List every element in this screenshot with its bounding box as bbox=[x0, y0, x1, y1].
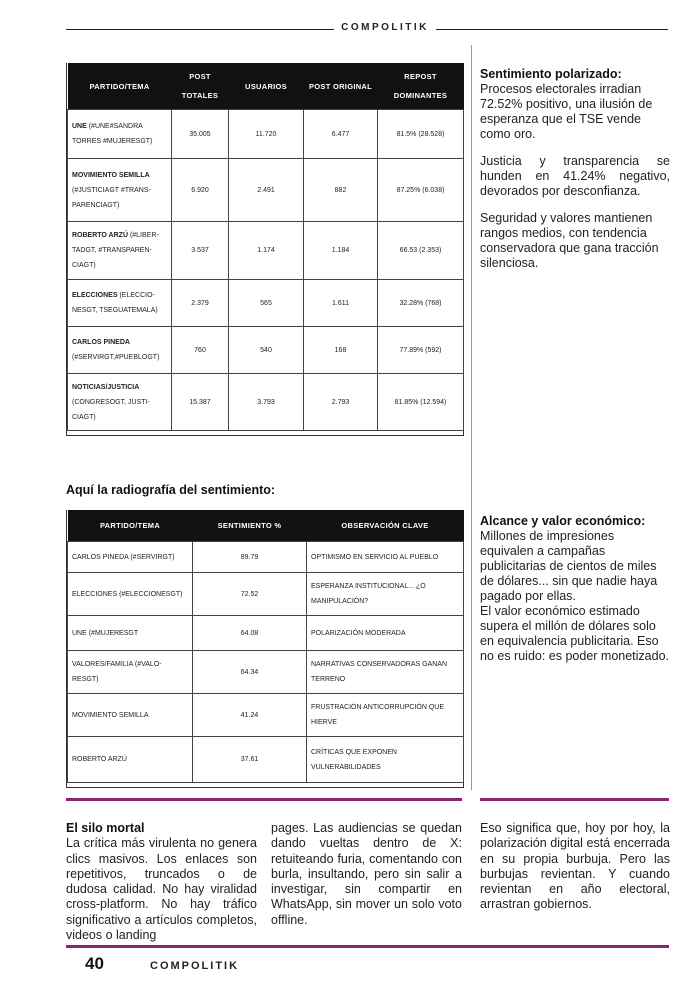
stats-table-box bbox=[66, 63, 464, 436]
paragraph: Justicia y transparencia se hunden en 41.24% negativo, devorados por desconfianza. bbox=[480, 154, 670, 198]
cell-partido: VALORES/FAMILIA (#VALO-RESGT) bbox=[68, 651, 193, 694]
cell-partido: NOTICIAS/JUSTICIA (CONGRESOGT, JUSTI-CIAGT) bbox=[68, 374, 172, 431]
stats-table bbox=[67, 63, 464, 431]
table-row bbox=[68, 737, 464, 783]
sentiment-subtitle: Aquí la radiografía del sentimiento: bbox=[66, 483, 276, 497]
cell-sentimiento: 64.34 bbox=[193, 651, 307, 694]
cell-observacion: OPTIMISMO EN SERVICIO AL PUEBLO bbox=[307, 542, 464, 573]
header-observacion: OBSERVACIÓN CLAVE bbox=[307, 510, 464, 542]
cell-partido: UNE (#MUJERESGT bbox=[68, 616, 193, 651]
table-row bbox=[68, 222, 464, 280]
table-row bbox=[68, 327, 464, 374]
header-usuarios: USUARIOS bbox=[229, 63, 304, 110]
cell-usuarios: 1.174 bbox=[229, 222, 304, 280]
header-magazine-title: COMPOLITIK bbox=[341, 22, 429, 33]
audience-column bbox=[271, 821, 462, 928]
table-row bbox=[68, 616, 464, 651]
cell-partido: MOVIMIENTO SEMILLA bbox=[68, 694, 193, 737]
economic-value-section bbox=[480, 514, 670, 676]
header-sentimiento: SENTIMIENTO % bbox=[193, 510, 307, 542]
cell-observacion: NARRATIVAS CONSERVADORAS GANAN TERRENO bbox=[307, 651, 464, 694]
paragraph: Eso significa que, hoy por hoy, la polarización digital está encerrada en su propia burbuja. Pero las burbujas revientan. Y cuando revientan en año electoral, arrastran gobiernos. bbox=[480, 821, 670, 912]
cell-sentimiento: 41.24 bbox=[193, 694, 307, 737]
paragraph: Procesos electorales irradian 72.52% positivo, una ilusión de esperanza que el TSE vende como oro. bbox=[480, 82, 653, 141]
column-divider bbox=[471, 45, 472, 790]
cell-usuarios: 565 bbox=[229, 280, 304, 327]
accent-bar-left bbox=[66, 798, 462, 801]
cell-post-original: 2.793 bbox=[304, 374, 378, 431]
cell-repost: 81.5% (28.528) bbox=[378, 110, 464, 159]
table-row bbox=[68, 694, 464, 737]
sentiment-table-box bbox=[66, 510, 464, 788]
table-row bbox=[68, 374, 464, 431]
bubble-column bbox=[480, 821, 670, 913]
table-row bbox=[68, 159, 464, 222]
paragraph: La crítica más virulenta no genera clics masivos. Los enlaces son repetitivos, truncados o de dudosa calidad. No hay viralidad cross-platform. No hay tráfico significativo a artículos completos, videos o landing bbox=[66, 836, 257, 943]
polarized-sentiment-section bbox=[480, 67, 670, 283]
cell-post-totales: 15.387 bbox=[172, 374, 229, 431]
cell-sentimiento: 72.52 bbox=[193, 573, 307, 616]
stats-table-header bbox=[68, 63, 464, 110]
cell-usuarios: 11.720 bbox=[229, 110, 304, 159]
paragraph: pages. Las audiencias se quedan dando vueltas dentro de X: retuiteando furia, comentando con burla, insultando, pero sin salir a investigar, sin compartir en WhatsApp, sin mover un solo voto offline. bbox=[271, 821, 462, 927]
cell-post-totales: 3.537 bbox=[172, 222, 229, 280]
cell-repost: 87.25% (6.038) bbox=[378, 159, 464, 222]
footer-accent-bar bbox=[66, 945, 669, 948]
header-post-original: POST ORIGINAL bbox=[304, 63, 378, 110]
table-row bbox=[68, 280, 464, 327]
table-row bbox=[68, 651, 464, 694]
header-rule-left bbox=[66, 29, 334, 30]
cell-partido: MOVIMIENTO SEMILLA (#JUSTICIAGT #TRANS-PARENCIAGT) bbox=[68, 159, 172, 222]
cell-partido: ELECCIONES (ELECCIO-NESGT, TSEGUATEMALA) bbox=[68, 280, 172, 327]
silo-column bbox=[66, 821, 257, 943]
cell-post-totales: 35.005 bbox=[172, 110, 229, 159]
cell-repost: 66.53 (2.353) bbox=[378, 222, 464, 280]
cell-post-totales: 6.920 bbox=[172, 159, 229, 222]
header-partido: PARTIDO/TEMA bbox=[68, 63, 172, 110]
section-title: El silo mortal bbox=[66, 821, 145, 835]
header-post-totales: POST TOTALES bbox=[172, 63, 229, 110]
cell-observacion: ESPERANZA INSTITUCIONAL... ¿O MANIPULACIÓN? bbox=[307, 573, 464, 616]
cell-partido: ROBERTO ARZÚ bbox=[68, 737, 193, 783]
cell-observacion: FRUSTRACIÓN ANTICORRUPCIÓN QUE HIERVE bbox=[307, 694, 464, 737]
section-title: Alcance y valor económico: bbox=[480, 514, 646, 528]
cell-partido: ROBERTO ARZÚ (#LIBER-TADGT, #TRANSPAREN-CIAGT) bbox=[68, 222, 172, 280]
cell-partido: UNE (#UNE#SANDRA TORRES #MUJERESGT) bbox=[68, 110, 172, 159]
cell-repost: 81.85% (12.594) bbox=[378, 374, 464, 431]
cell-post-original: 168 bbox=[304, 327, 378, 374]
cell-post-totales: 2.379 bbox=[172, 280, 229, 327]
cell-post-original: 1.611 bbox=[304, 280, 378, 327]
paragraph: El valor económico estimado supera el millón de dólares solo en equivalencia publicitaria. Eso no es ruido: es poder monetizado. bbox=[480, 604, 670, 663]
table-row bbox=[68, 542, 464, 573]
cell-post-original: 6.477 bbox=[304, 110, 378, 159]
footer-magazine-title: COMPOLITIK bbox=[150, 960, 240, 972]
cell-partido: ELECCIONES (#ELECCIONESGT) bbox=[68, 573, 193, 616]
header-rule-right bbox=[436, 29, 668, 30]
cell-sentimiento: 64.08 bbox=[193, 616, 307, 651]
cell-post-original: 1.184 bbox=[304, 222, 378, 280]
cell-partido: CARLOS PINEDA (#SERVIRGT) bbox=[68, 542, 193, 573]
cell-repost: 32.28% (768) bbox=[378, 280, 464, 327]
header-repost: REPOST DOMINANTES bbox=[378, 63, 464, 110]
cell-usuarios: 2.491 bbox=[229, 159, 304, 222]
sentiment-table-header bbox=[68, 510, 464, 542]
table-row bbox=[68, 110, 464, 159]
cell-repost: 77.89% (592) bbox=[378, 327, 464, 374]
paragraph: Seguridad y valores mantienen rangos medios, con tendencia conservadora que gana tracción silenciosa. bbox=[480, 211, 659, 270]
cell-post-totales: 760 bbox=[172, 327, 229, 374]
cell-post-original: 882 bbox=[304, 159, 378, 222]
cell-usuarios: 540 bbox=[229, 327, 304, 374]
table-row bbox=[68, 573, 464, 616]
cell-partido: CARLOS PINEDA (#SERVIRGT,#PUEBLOGT) bbox=[68, 327, 172, 374]
header-partido: PARTIDO/TEMA bbox=[68, 510, 193, 542]
page-number: 40 bbox=[85, 954, 104, 973]
sentiment-table bbox=[67, 510, 464, 783]
cell-observacion: POLARIZACIÓN MODERADA bbox=[307, 616, 464, 651]
cell-usuarios: 3.793 bbox=[229, 374, 304, 431]
paragraph: Millones de impresiones equivalen a campañas publicitarias de cientos de miles de dólares... sin que nadie haya pagado por ellas. bbox=[480, 529, 658, 603]
section-title: Sentimiento polarizado: bbox=[480, 67, 622, 81]
accent-bar-right bbox=[480, 798, 669, 801]
cell-observacion: CRÍTICAS QUE EXPONEN VULNERABILIDADES bbox=[307, 737, 464, 783]
cell-sentimiento: 89.79 bbox=[193, 542, 307, 573]
cell-sentimiento: 37.61 bbox=[193, 737, 307, 783]
